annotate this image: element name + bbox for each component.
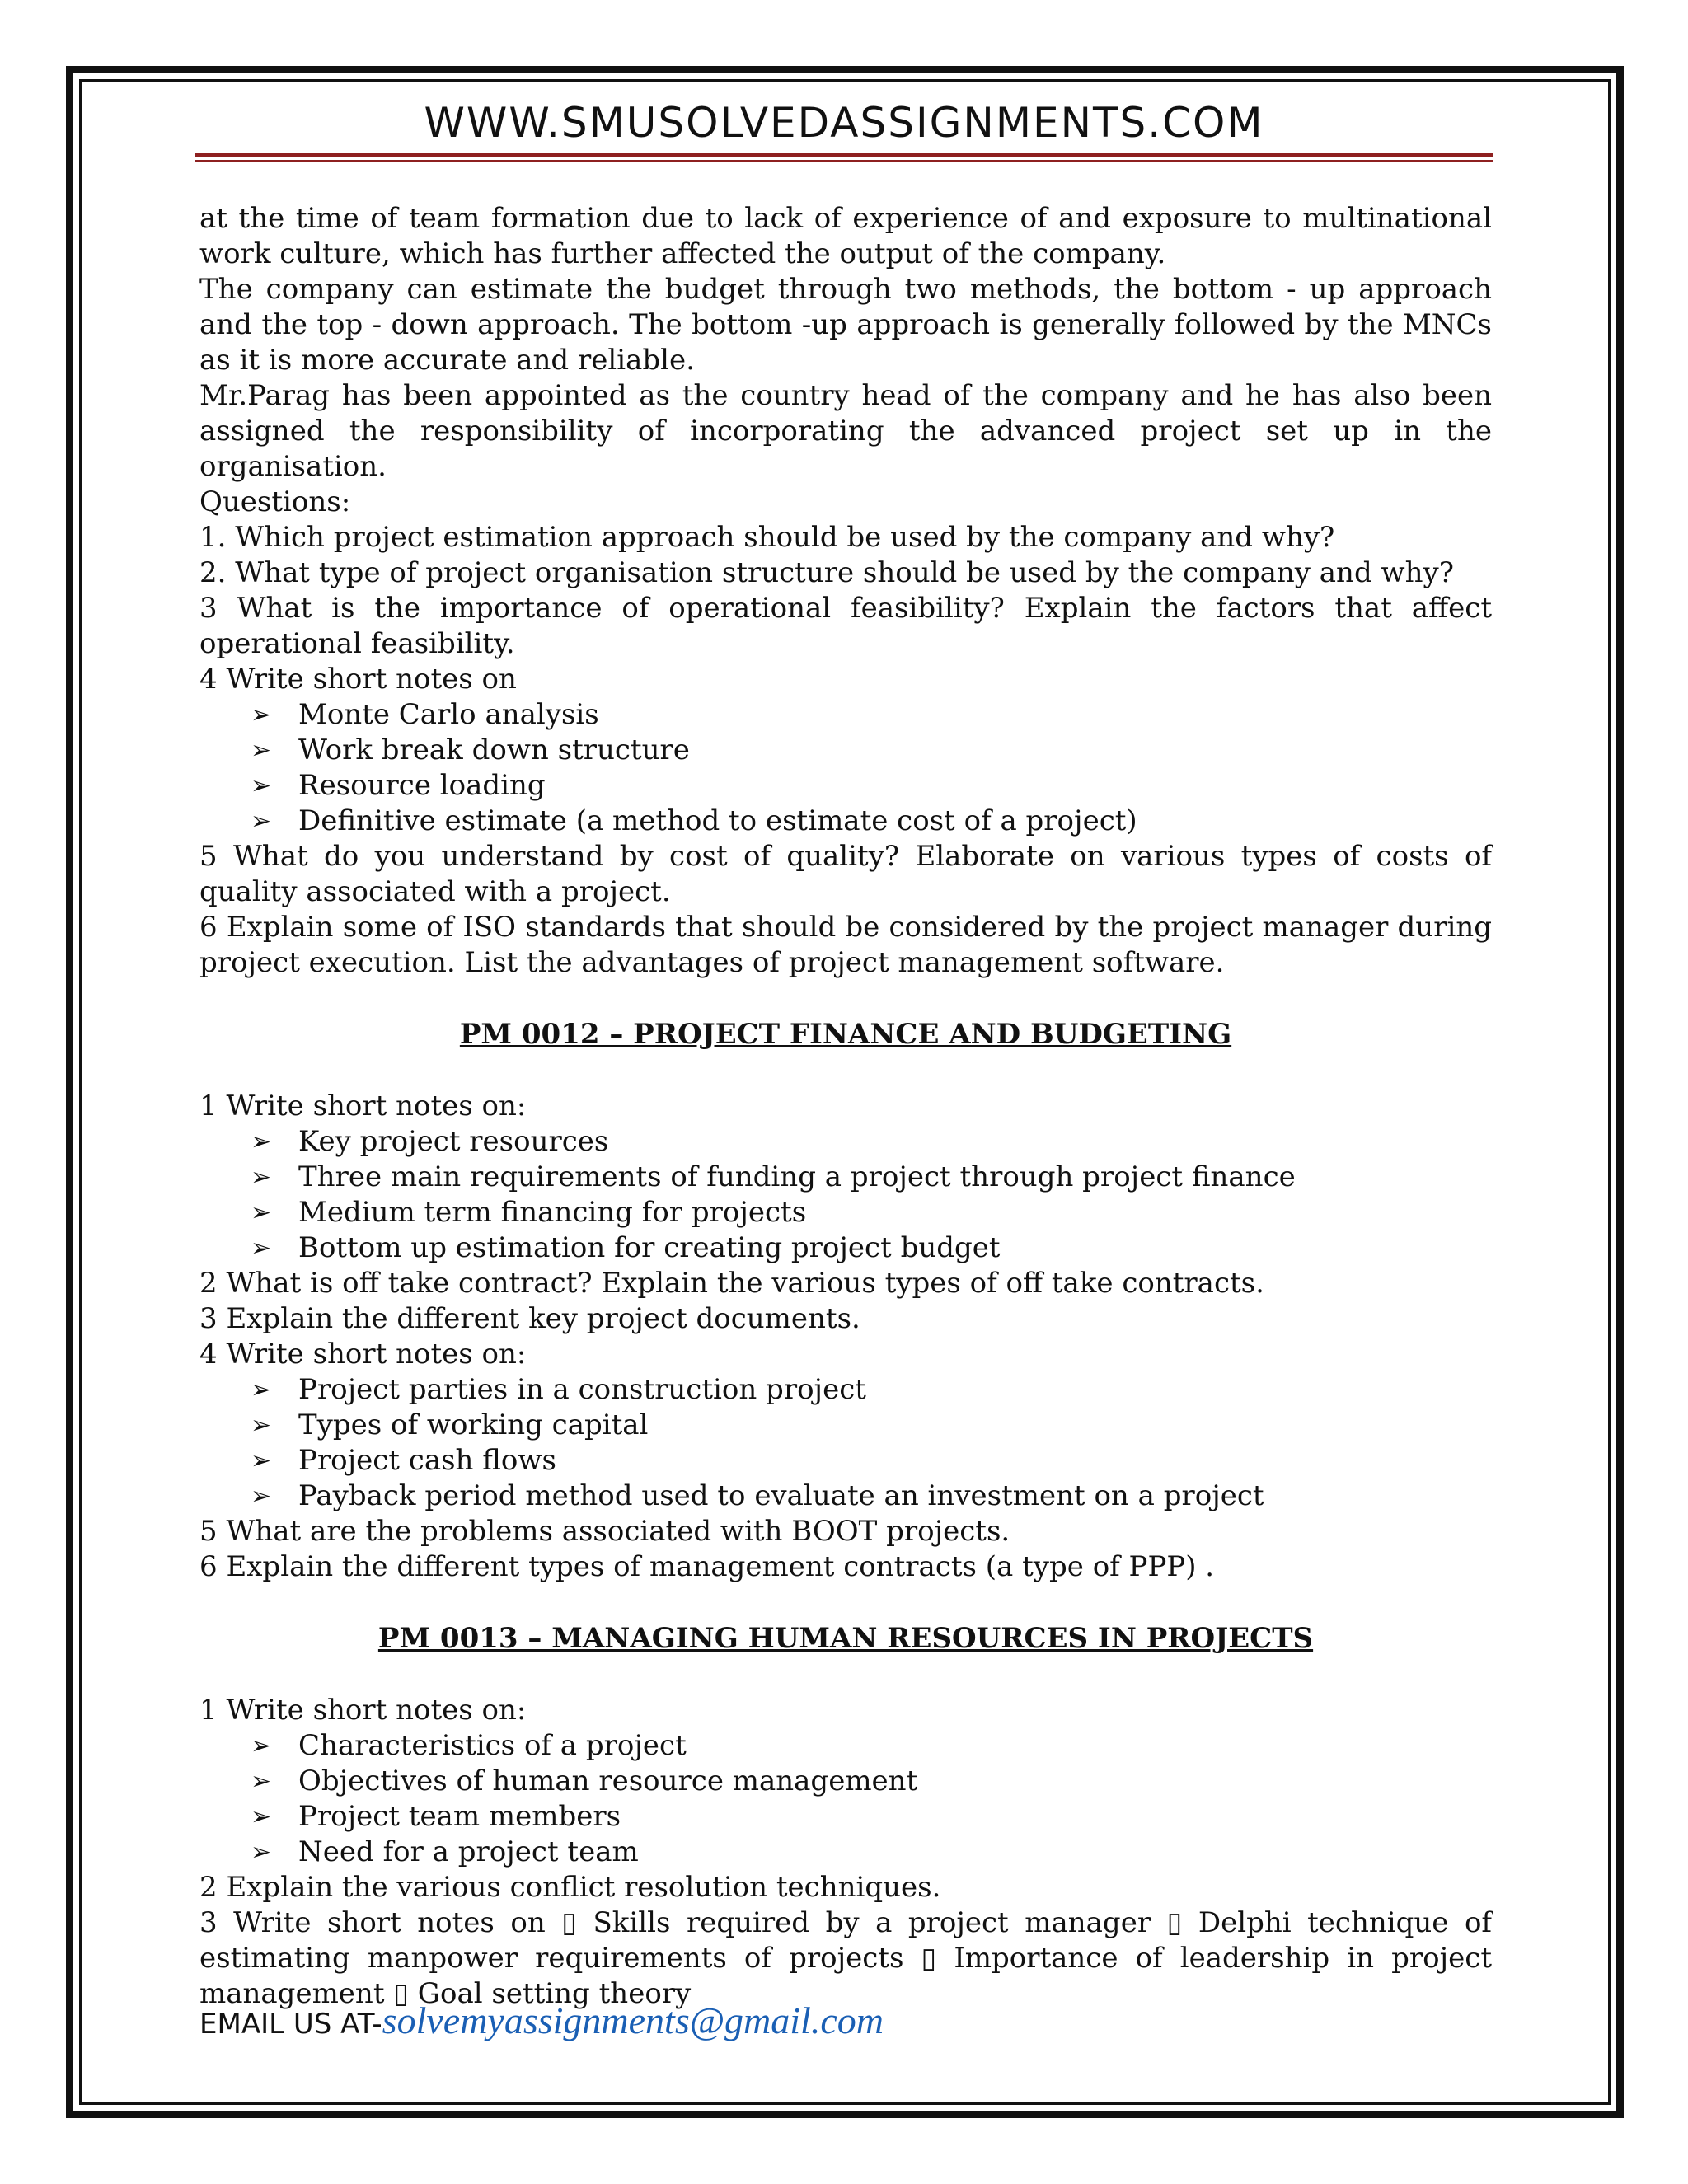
- email-label: EMAIL US AT-: [199, 2008, 382, 2041]
- site-header: WWW.SMUSOLVEDASSIGNMENTS.COM: [424, 99, 1264, 147]
- list-item: ➢ Project parties in a construction project: [199, 1372, 1492, 1408]
- header-rule: [195, 153, 1493, 157]
- question: 5 What do you understand by cost of quality? Elaborate on various types of costs of quality associated with a project.: [199, 840, 1492, 908]
- question: 6 Explain some of ISO standards that should be considered by the project manager during project execution. List the advantages of project management software.: [199, 911, 1492, 979]
- question: 2 Explain the various conflict resolution techniques.: [199, 1871, 941, 1904]
- list-item: ➢ Key project resources: [199, 1124, 1492, 1160]
- question: 4 Write short notes on: [199, 663, 517, 696]
- bullet-list: [199, 1372, 1492, 1514]
- list-item: ➢ Types of working capital: [199, 1408, 1492, 1443]
- list-item: ➢ Project cash flows: [199, 1443, 1492, 1479]
- bullet-list: [199, 1124, 1492, 1266]
- intro-paragraph: at the time of team formation due to lack of experience of and exposure to multinational work culture, which has further affected the output of the company.: [199, 202, 1492, 270]
- section-title-pm0013: PM 0013 – MANAGING HUMAN RESOURCES IN PROJECTS: [377, 1622, 1314, 1655]
- question: 2. What type of project organisation structure should be used by the company and why?: [199, 556, 1454, 589]
- question: 1. Which project estimation approach should be used by the company and why?: [199, 521, 1335, 554]
- list-item: ➢ Characteristics of a project: [199, 1728, 1492, 1764]
- list-item: ➢ Need for a project team: [199, 1835, 1492, 1870]
- list-item: ➢ Medium term financing for projects: [199, 1195, 1492, 1230]
- list-item: ➢ Project team members: [199, 1799, 1492, 1835]
- section-title-pm0012: PM 0012 – PROJECT FINANCE AND BUDGETING: [459, 1018, 1232, 1051]
- question: 2 What is off take contract? Explain the various types of off take contracts.: [199, 1267, 1264, 1300]
- question: 3 Write short notes on ▯ Skills required by a project manager ▯ Delphi technique of estimating manpower requirements of projects ▯ Importance of leadership in project management ▯ Goal setting theory: [199, 1906, 1492, 2010]
- list-item: ➢ Objectives of human resource management: [199, 1764, 1492, 1799]
- question: 3 What is the importance of operational feasibility? Explain the factors that affect operational feasibility.: [199, 592, 1492, 660]
- document-body: [199, 201, 1492, 2012]
- list-item: ➢ Payback period method used to evaluate an investment on a project: [199, 1479, 1492, 1514]
- email-footer: [199, 1999, 884, 2042]
- question: 5 What are the problems associated with BOOT projects.: [199, 1515, 1010, 1548]
- question: 3 Explain the different key project documents.: [199, 1302, 860, 1335]
- question: 1 Write short notes on:: [199, 1694, 527, 1727]
- questions-label: Questions:: [199, 485, 351, 518]
- header-rule-thin: [195, 160, 1493, 162]
- list-item: ➢ Monte Carlo analysis: [199, 697, 1492, 733]
- list-item: ➢ Work break down structure: [199, 733, 1492, 768]
- list-item: ➢ Three main requirements of funding a project through project finance: [199, 1160, 1492, 1195]
- bullet-list: [199, 697, 1492, 839]
- bullet-list: [199, 1728, 1492, 1870]
- intro-paragraph: The company can estimate the budget through two methods, the bottom - up approach and the top - down approach. The bottom -up approach is generally followed by the MNCs as it is more accurate and reliable.: [199, 273, 1492, 377]
- question: 4 Write short notes on:: [199, 1338, 527, 1371]
- email-link[interactable]: solvemyassignments@gmail.com: [382, 1999, 884, 2041]
- question: 6 Explain the different types of management contracts (a type of PPP) .: [199, 1550, 1215, 1583]
- question: 1 Write short notes on:: [199, 1090, 527, 1122]
- list-item: ➢ Bottom up estimation for creating project budget: [199, 1230, 1492, 1266]
- list-item: ➢ Resource loading: [199, 768, 1492, 804]
- list-item: ➢ Definitive estimate (a method to estimate cost of a project): [199, 804, 1492, 839]
- intro-paragraph: Mr.Parag has been appointed as the country head of the company and he has also been assigned the responsibility of incorporating the advanced project set up in the organisation.: [199, 379, 1492, 483]
